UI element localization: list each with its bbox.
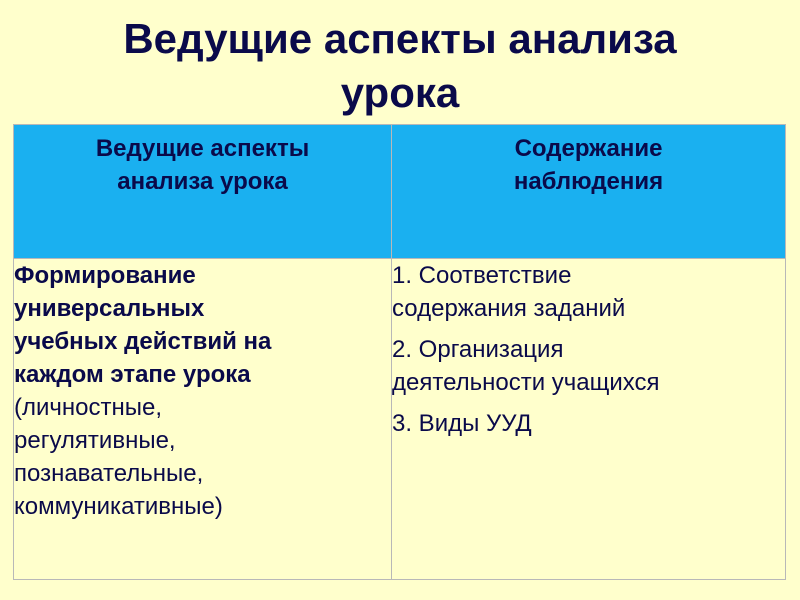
aspects-table — [13, 124, 786, 580]
item-2-line-1: 2. Организация — [392, 336, 564, 363]
header-aspects-line-2: анализа урока — [117, 168, 288, 195]
list-item — [392, 407, 785, 440]
aspect-normal-line-4: коммуникативные) — [14, 493, 223, 520]
item-1-line-2: содержания заданий — [392, 295, 626, 322]
aspect-bold-line-1: Формирование — [14, 262, 196, 289]
slide-title-line-1: Ведущие аспекты анализа — [123, 15, 677, 62]
list-item — [392, 259, 785, 325]
header-content-line-2: наблюдения — [513, 168, 664, 195]
header-cell-aspects — [14, 125, 392, 259]
item-2-line-2: деятельности учащихся — [392, 369, 660, 396]
aspect-normal-line-3: познавательные, — [14, 460, 204, 487]
item-3-line-1: 3. Виды УУД — [392, 410, 532, 437]
aspect-bold-line-2: универсальных — [14, 295, 205, 322]
slide-title — [0, 12, 800, 120]
aspect-normal-line-2: регулятивные, — [14, 427, 176, 454]
aspect-bold-line-3: учебных действий на — [14, 328, 272, 355]
list-item — [392, 333, 785, 399]
header-cell-content — [392, 125, 786, 259]
aspect-bold-line-4: каждом этапе урока — [14, 361, 251, 388]
table-header-row — [14, 125, 786, 259]
header-aspects-line-1: Ведущие аспекты — [95, 135, 310, 162]
aspect-cell — [14, 259, 392, 580]
observation-cell — [392, 259, 786, 580]
slide-title-line-2: урока — [340, 69, 460, 116]
aspect-normal-line-1: (личностные, — [14, 394, 163, 421]
table-row — [14, 259, 786, 580]
item-1-line-1: 1. Соответствие — [392, 262, 572, 289]
header-content-line-1: Содержание — [514, 135, 663, 162]
